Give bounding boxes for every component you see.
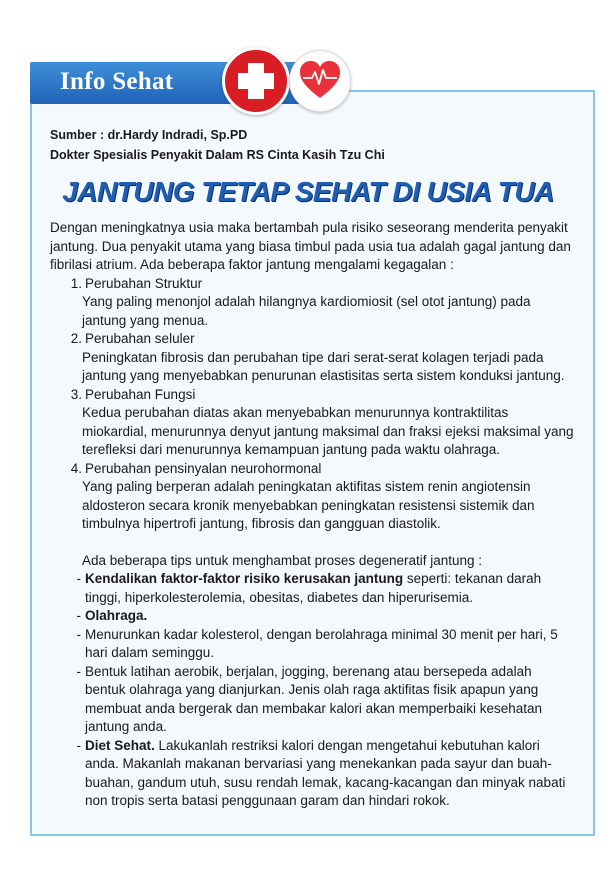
tip-item	[50, 570, 574, 607]
list-item	[50, 330, 574, 349]
item-title: Perubahan Struktur	[85, 275, 203, 291]
source-author: Sumber : dr.Hardy Indradi, Sp.PD	[50, 128, 248, 142]
tip-text: Menurunkan kadar kolesterol, dengan berolahraga minimal 30 menit per hari, 5 hari dalam seminggu.	[85, 626, 558, 660]
medical-cross-icon	[222, 47, 290, 115]
tip-text: seperti: tekanan darah tinggi, hiperkolesterolemia, obesitas, diabetes dan hiperurisemia.	[85, 571, 542, 605]
item-text: Peningkatan fibrosis dan perubahan tipe dari serat-serat kolagen terjadi pada jantung yang menyebabkan penurunan elastisitas serta sistem konduksi jantung.	[82, 349, 565, 383]
tip-bold: Diet Sehat.	[85, 737, 155, 753]
tip-text: Lakukanlah restriksi kalori dengan mengetahui kebutuhan kalori anda. Makanlah makanan bervariasi yang menekankan pada sayur dan buah-buahan, gandum utuh, susu rendah lemak, kacang-kacangan dan minyak nabati non tropis serta batasi penggunaan garam dan hindari rokok.	[85, 737, 566, 808]
header-title: Info Sehat	[60, 68, 174, 95]
tip-item	[50, 663, 574, 737]
bullet-dash: -	[76, 571, 81, 586]
item-title: Perubahan Fungsi	[85, 386, 196, 402]
item-number: 3.	[70, 386, 82, 402]
source-affiliation: Dokter Spesialis Penyakit Dalam RS Cinta Kasih Tzu Chi	[50, 148, 385, 162]
tip-item	[50, 737, 574, 811]
list-item	[50, 386, 574, 405]
item-title: Perubahan pensinyalan neurohormonal	[85, 460, 322, 476]
tip-bold: Olahraga.	[85, 608, 148, 623]
item-text: Yang paling berperan adalah peningkatan aktifitas sistem renin angiotensin aldosteron secara kronik menyebabkan peningkatan resistensi sistemik dan timbulnya hipertrofi jantung, fibrosis dan gangguan diastolik.	[82, 479, 535, 531]
bullet-dash: -	[76, 737, 81, 753]
list-item	[50, 275, 574, 294]
tips-intro: Ada beberapa tips untuk menghambat proses degeneratif jantung :	[82, 552, 483, 568]
tip-bold: Kendalikan faktor-faktor risiko kerusakan jantung	[85, 571, 404, 586]
article-intro: Dengan meningkatnya usia maka bertambah pula risiko seseorang menderita penyakit jantung. Dua penyakit utama yang biasa timbul pada usia tua adalah gagal jantung dan fibrilasi atrium. Ada beberapa faktor jantung mengalami kegagalan :	[50, 220, 571, 272]
heartbeat-icon	[289, 50, 351, 112]
tip-item	[50, 626, 574, 663]
tip-item	[50, 607, 574, 626]
item-number: 1.	[70, 275, 82, 291]
bullet-dash: -	[76, 663, 81, 679]
list-item	[50, 460, 574, 479]
bullet-dash: -	[76, 608, 81, 623]
article-title: JANTUNG TETAP SEHAT DI USIA TUA	[62, 176, 554, 207]
item-text: Kedua perubahan diatas akan menyebabkan menurunnya kontraktilitas miokardial, menurunnya denyut jantung maksimal dan fraksi ejeksi maksimal yang terefleksi dari menurunnya kemampuan jantung pada waktu olahraga.	[82, 405, 574, 457]
item-number: 2.	[70, 331, 82, 346]
bullet-dash: -	[76, 626, 81, 642]
item-text: Yang paling menonjol adalah hilangnya kardiomiosit (sel otot jantung) pada jantung yang menua.	[82, 294, 531, 328]
article-body	[50, 219, 574, 811]
item-number: 4.	[70, 460, 82, 476]
tip-text: Bentuk latihan aerobik, berjalan, jogging, berenang atau bersepeda adalah bentuk olahraga yang dianjurkan. Jenis olah raga aktifitas fisik apapun yang membuat anda bergerak dan membakar kalori akan memperbaiki kesehatan jantung anda.	[85, 663, 542, 734]
item-title: Perubahan seluler	[85, 331, 195, 346]
